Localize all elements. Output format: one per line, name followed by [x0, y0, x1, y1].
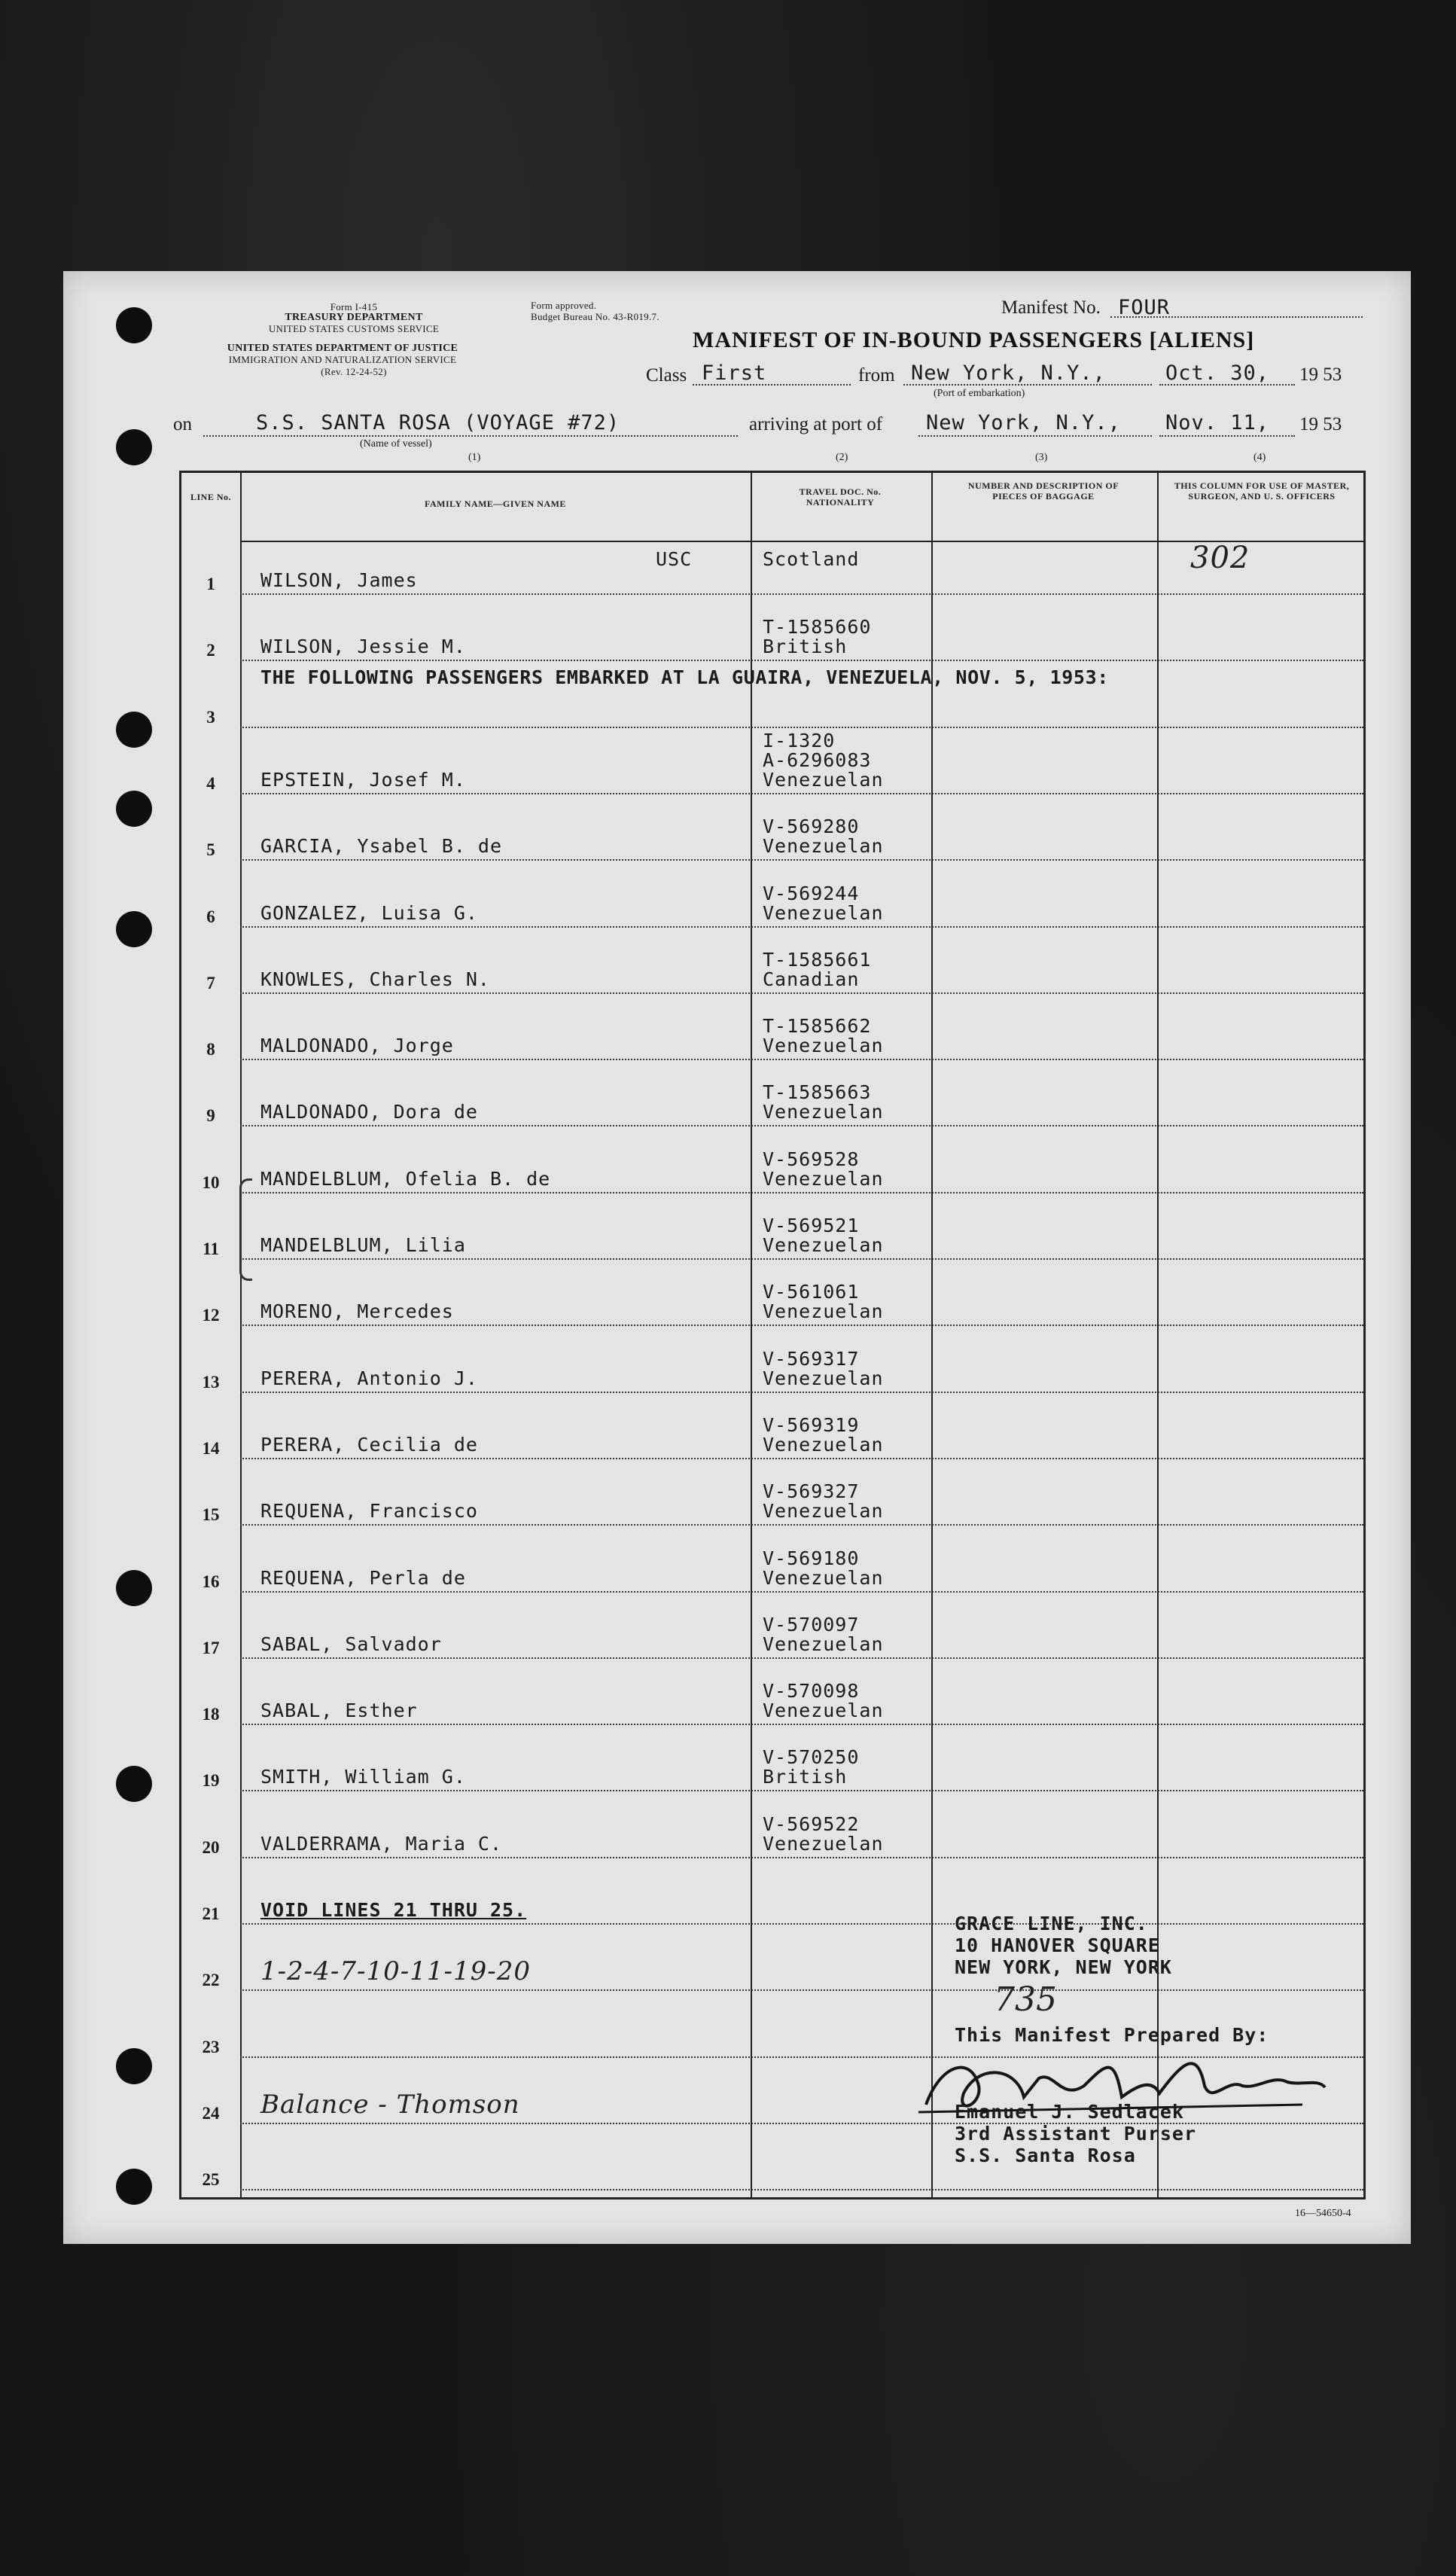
travel-doc-1: V-569244: [763, 882, 860, 904]
line-number: 17: [202, 1638, 220, 1657]
date2-line: [1159, 435, 1295, 437]
line-number: 7: [206, 973, 215, 992]
travel-doc-1: T-1585661: [763, 948, 872, 971]
col1-number: (1): [468, 452, 481, 463]
travel-doc-1: V-569180: [763, 1547, 860, 1569]
budget-bureau: Budget Bureau No. 43-R019.7.: [531, 311, 659, 322]
row-line: [240, 1591, 1363, 1593]
travel-doc-1: V-570097: [763, 1613, 860, 1636]
passenger-name: PERERA, Cecilia de: [260, 1433, 478, 1456]
travel-doc-2: British: [763, 636, 848, 658]
travel-doc-1: Scotland: [763, 548, 860, 570]
passenger-name: GONZALEZ, Luisa G.: [260, 901, 478, 924]
passenger-name: MANDELBLUM, Lilia: [260, 1234, 466, 1256]
row-line: [240, 859, 1363, 861]
company-address: 10 HANOVER SQUARE: [955, 1934, 1160, 1956]
travel-doc-2: Venezuelan: [763, 1167, 884, 1190]
row-line: [240, 1657, 1363, 1659]
signer-title: 3rd Assistant Purser: [955, 2123, 1197, 2145]
col-header-baggage: NUMBER AND DESCRIPTION OF PIECES OF BAGGAGE: [967, 480, 1119, 501]
row-line: [240, 1392, 1363, 1393]
passenger-name: SABAL, Salvador: [260, 1632, 442, 1655]
line-number: 13: [202, 1372, 220, 1392]
passenger-name: WILSON, Jessie M.: [260, 636, 466, 658]
form-footer-code: 16—54650-4: [1295, 2208, 1351, 2219]
col4-number: (4): [1253, 452, 1266, 463]
row-line: [240, 1325, 1363, 1326]
vessel-name: S.S. SANTA ROSA (VOYAGE #72): [256, 411, 620, 434]
citizenship-note: USC: [656, 548, 693, 570]
ins-service: IMMIGRATION AND NATURALIZATION SERVICE: [228, 354, 457, 365]
punch-hole: [116, 911, 152, 947]
customs-service: UNITED STATES CUSTOMS SERVICE: [268, 323, 440, 334]
line-number: 14: [202, 1438, 220, 1458]
passenger-name: SABAL, Esther: [260, 1700, 418, 1722]
prepared-by: This Manifest Prepared By:: [955, 2024, 1269, 2046]
row-line: [240, 593, 1363, 595]
travel-doc-1: V-569319: [763, 1413, 860, 1436]
line-number: 24: [202, 2103, 220, 2123]
row-line: [240, 1724, 1363, 1725]
passenger-name: Balance - Thomson: [260, 2089, 520, 2120]
line-number: 3: [206, 707, 215, 727]
line-number: 4: [206, 773, 215, 793]
punch-hole: [116, 2048, 152, 2084]
row-line: [240, 660, 1363, 661]
col-header-officers: THIS COLUMN FOR USE OF MASTER, SURGEON, AND U. S. OFFICERS: [1174, 480, 1350, 501]
travel-doc-3: Venezuelan: [763, 768, 884, 791]
vessel-caption: (Name of vessel): [360, 438, 432, 450]
from-value: New York, N.Y.,: [911, 361, 1106, 385]
travel-doc-2: Venezuelan: [763, 1700, 884, 1722]
passenger-name: KNOWLES, Charles N.: [260, 968, 490, 990]
line-number: 19: [202, 1771, 220, 1791]
justice-dept: UNITED STATES DEPARTMENT OF JUSTICE: [227, 343, 458, 354]
signer-ship: S.S. Santa Rosa: [955, 2145, 1136, 2166]
officer-note: 302: [1190, 541, 1250, 575]
travel-doc-2: Venezuelan: [763, 1500, 884, 1523]
form-number: Form I-415: [330, 301, 378, 312]
travel-doc-2: A-6296083: [763, 748, 872, 771]
row-line: [240, 1059, 1363, 1060]
treasury-dept: TREASURY DEPARTMENT: [285, 312, 423, 323]
line-number: 10: [202, 1172, 220, 1192]
line-number: 18: [202, 1705, 220, 1724]
col2-number: (2): [836, 452, 848, 463]
departure-year: 19 53: [1299, 364, 1342, 385]
bracket-mark: [239, 1178, 252, 1281]
passenger-name: GARCIA, Ysabel B. de: [260, 835, 503, 858]
punch-hole: [116, 429, 152, 465]
form-approved: Form approved.: [531, 300, 597, 311]
company-city: NEW YORK, NEW YORK: [955, 1956, 1172, 1978]
line-number: 23: [202, 2037, 220, 2056]
form-revision: (Rev. 12-24-52): [321, 366, 387, 377]
travel-doc-1: V-569317: [763, 1347, 860, 1370]
travel-doc-1: V-569522: [763, 1812, 860, 1835]
travel-doc-2: Venezuelan: [763, 835, 884, 858]
row-line: [240, 1524, 1363, 1526]
passenger-name: MALDONADO, Dora de: [260, 1101, 478, 1123]
row-line: [240, 1192, 1363, 1193]
passenger-name: REQUENA, Francisco: [260, 1500, 478, 1523]
passenger-name: REQUENA, Perla de: [260, 1566, 466, 1589]
travel-doc-1: V-570098: [763, 1680, 860, 1703]
row-line: [240, 1857, 1363, 1858]
row-line: [240, 1258, 1363, 1260]
travel-doc-2: Venezuelan: [763, 1566, 884, 1589]
passenger-name: MANDELBLUM, Ofelia B. de: [260, 1167, 551, 1190]
travel-doc-1: I-1320: [763, 729, 836, 751]
line-number: 2: [206, 641, 215, 660]
punch-hole: [116, 307, 152, 343]
punch-hole: [116, 2169, 152, 2205]
passenger-name: VOID LINES 21 THRU 25.: [260, 1899, 527, 1921]
passenger-name: MORENO, Mercedes: [260, 1300, 454, 1323]
arrival-date: Nov. 11,: [1165, 411, 1270, 434]
passenger-name: PERERA, Antonio J.: [260, 1367, 478, 1389]
line-number: 9: [206, 1106, 215, 1126]
handwritten-note: 735: [994, 1980, 1057, 2019]
row-line: [240, 1125, 1363, 1126]
travel-doc-1: V-569327: [763, 1480, 860, 1503]
row-line: [240, 1790, 1363, 1791]
col-header-doc: TRAVEL DOC. No. NATIONALITY: [799, 486, 882, 508]
passenger-name: SMITH, William G.: [260, 1766, 466, 1788]
travel-doc-1: V-570250: [763, 1746, 860, 1769]
passenger-table: [179, 471, 1366, 2200]
col3-number: (3): [1035, 452, 1048, 463]
line-number: 22: [202, 1971, 220, 1990]
travel-doc-2: Venezuelan: [763, 1433, 884, 1456]
passenger-name: EPSTEIN, Josef M.: [260, 768, 466, 791]
travel-doc-1: V-569528: [763, 1148, 860, 1170]
line-number: 5: [206, 840, 215, 860]
travel-doc-2: British: [763, 1766, 848, 1788]
passenger-name: 1-2-4-7-10-11-19-20: [260, 1956, 531, 1987]
travel-doc-2: Venezuelan: [763, 1367, 884, 1389]
row-line: [240, 727, 1363, 728]
line-number: 16: [202, 1572, 220, 1591]
line-number: 25: [202, 2170, 220, 2190]
col-header-line: LINE No.: [190, 492, 231, 502]
punch-hole: [116, 712, 152, 748]
punch-hole: [116, 791, 152, 827]
signer-name: Emanuel J. Sedlacek: [955, 2101, 1184, 2123]
class-label: Class: [646, 365, 687, 386]
line-number: 15: [202, 1505, 220, 1525]
arriving-line: [918, 435, 1152, 437]
passenger-name: MALDONADO, Jorge: [260, 1035, 454, 1057]
row-line: [240, 1989, 1363, 1991]
class-value: First: [702, 361, 767, 385]
col-divider: [240, 473, 242, 2197]
travel-doc-1: T-1585663: [763, 1081, 872, 1104]
on-label: on: [173, 414, 192, 434]
row-line: [240, 992, 1363, 994]
travel-doc-2: Venezuelan: [763, 1234, 884, 1256]
manifest-no-label: Manifest No.: [1001, 297, 1101, 318]
travel-doc-2: Canadian: [763, 968, 860, 990]
row-line: [240, 2189, 1363, 2190]
line-number: 12: [202, 1306, 220, 1325]
arrival-year: 19 53: [1299, 414, 1342, 434]
embark-caption: (Port of embarkation): [934, 388, 1025, 399]
vessel-line: [203, 435, 738, 437]
line-number: 11: [203, 1239, 219, 1258]
punch-hole: [116, 1766, 152, 1802]
departure-date: Oct. 30,: [1165, 361, 1270, 385]
travel-doc-1: V-561061: [763, 1281, 860, 1303]
manifest-title: MANIFEST OF IN-BOUND PASSENGERS [ALIENS]: [693, 328, 1255, 352]
travel-doc-2: Venezuelan: [763, 1832, 884, 1855]
line-number: 6: [206, 907, 215, 926]
col-divider: [931, 473, 933, 2197]
row-line: [240, 1923, 1363, 1925]
travel-doc-2: Venezuelan: [763, 1300, 884, 1323]
line-number: 21: [202, 1904, 220, 1923]
col-header-name: FAMILY NAME—GIVEN NAME: [425, 498, 566, 509]
company-name: GRACE LINE, INC.: [955, 1913, 1148, 1934]
row-line: [240, 926, 1363, 928]
line-number: 1: [206, 575, 215, 593]
arriving-port: New York, N.Y.,: [926, 411, 1121, 434]
line-number: 8: [206, 1040, 215, 1059]
passenger-name: WILSON, James: [260, 569, 418, 591]
manifest-no-value: FOUR: [1118, 296, 1171, 319]
line-number: 20: [202, 1837, 220, 1857]
travel-doc-2: Venezuelan: [763, 1632, 884, 1655]
travel-doc-2: Venezuelan: [763, 901, 884, 924]
row-line: [240, 1458, 1363, 1459]
from-label: from: [858, 365, 895, 386]
travel-doc-1: T-1585662: [763, 1015, 872, 1038]
travel-doc-1: T-1585660: [763, 616, 872, 639]
passenger-name: VALDERRAMA, Maria C.: [260, 1832, 503, 1855]
passenger-name: THE FOLLOWING PASSENGERS EMBARKED AT LA GUAIRA, VENEZUELA, NOV. 5, 1953:: [260, 666, 1109, 688]
travel-doc-1: V-569521: [763, 1215, 860, 1236]
col-divider: [751, 473, 752, 2197]
row-line: [240, 793, 1363, 794]
travel-doc-2: Venezuelan: [763, 1101, 884, 1123]
travel-doc-1: V-569280: [763, 815, 860, 838]
arriving-label: arriving at port of: [749, 414, 883, 434]
travel-doc-2: Venezuelan: [763, 1035, 884, 1057]
punch-hole: [116, 1570, 152, 1606]
